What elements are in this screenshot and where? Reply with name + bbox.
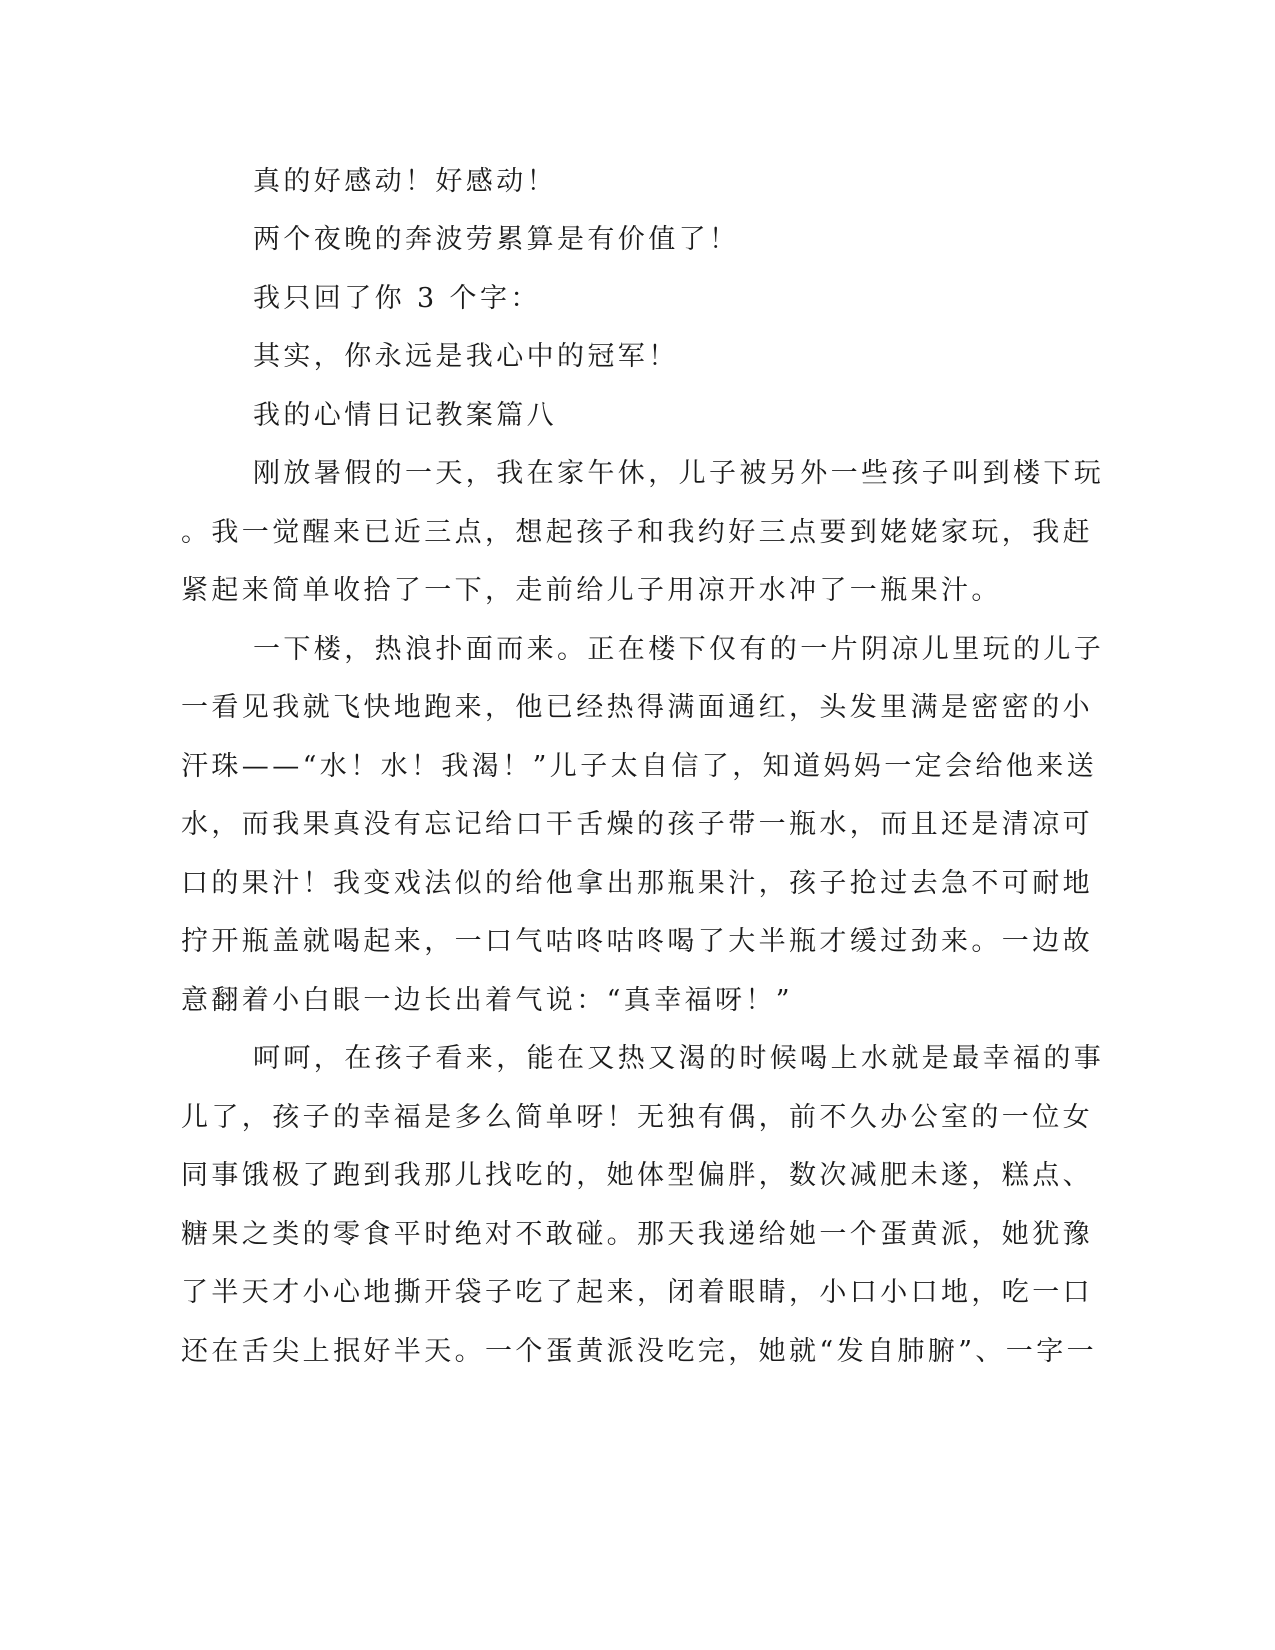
paragraph-line: 了半天才小心地撕开袋子吃了起来，闭着眼睛，小口小口地，吃一口 (181, 1277, 1093, 1308)
text-line: 我只回了你 3 个字： (253, 283, 541, 314)
paragraph-line: 水，而我果真没有忘记给口干舌燥的孩子带一瓶水，而且还是清凉可 (181, 809, 1093, 840)
paragraph-line: 拧开瓶盖就喝起来，一口气咕咚咕咚喝了大半瓶才缓过劲来。一边故 (181, 926, 1093, 957)
paragraph-line: 口的果汁！我变戏法似的给他拿出那瓶果汁，孩子抢过去急不可耐地 (181, 868, 1093, 899)
text-line: 真的好感动！好感动！ (253, 166, 557, 197)
paragraph-line: 汗珠——“水！水！我渴！”儿子太自信了，知道妈妈一定会给他来送 (181, 751, 1098, 782)
paragraph-line: 意翻着小白眼一边长出着气说：“真幸福呀！” (181, 985, 794, 1016)
section-heading: 我的心情日记教案篇八 (253, 400, 557, 431)
paragraph-line: 。我一觉醒来已近三点，想起孩子和我约好三点要到姥姥家玩，我赶 (181, 517, 1093, 548)
paragraph-line: 同事饿极了跑到我那儿找吃的，她体型偏胖，数次减肥未遂，糕点、 (181, 1160, 1093, 1191)
paragraph-line: 儿了，孩子的幸福是多么简单呀！无独有偶，前不久办公室的一位女 (181, 1102, 1093, 1133)
paragraph-line: 糖果之类的零食平时绝对不敢碰。那天我递给她一个蛋黄派，她犹豫 (181, 1219, 1093, 1250)
text-line: 两个夜晚的奔波劳累算是有价值了！ (253, 224, 740, 255)
paragraph-line: 还在舌尖上抿好半天。一个蛋黄派没吃完，她就“发自肺腑”、一字一 (181, 1336, 1098, 1367)
paragraph-line: 一看见我就飞快地跑来，他已经热得满面通红，头发里满是密密的小 (181, 692, 1093, 723)
paragraph-line: 呵呵，在孩子看来，能在又热又渴的时候喝上水就是最幸福的事 (253, 1043, 1105, 1074)
paragraph-line: 一下楼，热浪扑面而来。正在楼下仅有的一片阴凉儿里玩的儿子 (253, 634, 1105, 665)
text-line: 其实，你永远是我心中的冠军！ (253, 341, 679, 372)
paragraph-line: 刚放暑假的一天，我在家午休，儿子被另外一些孩子叫到楼下玩 (253, 458, 1105, 489)
paragraph-line: 紧起来简单收拾了一下，走前给儿子用凉开水冲了一瓶果汁。 (181, 575, 1002, 606)
